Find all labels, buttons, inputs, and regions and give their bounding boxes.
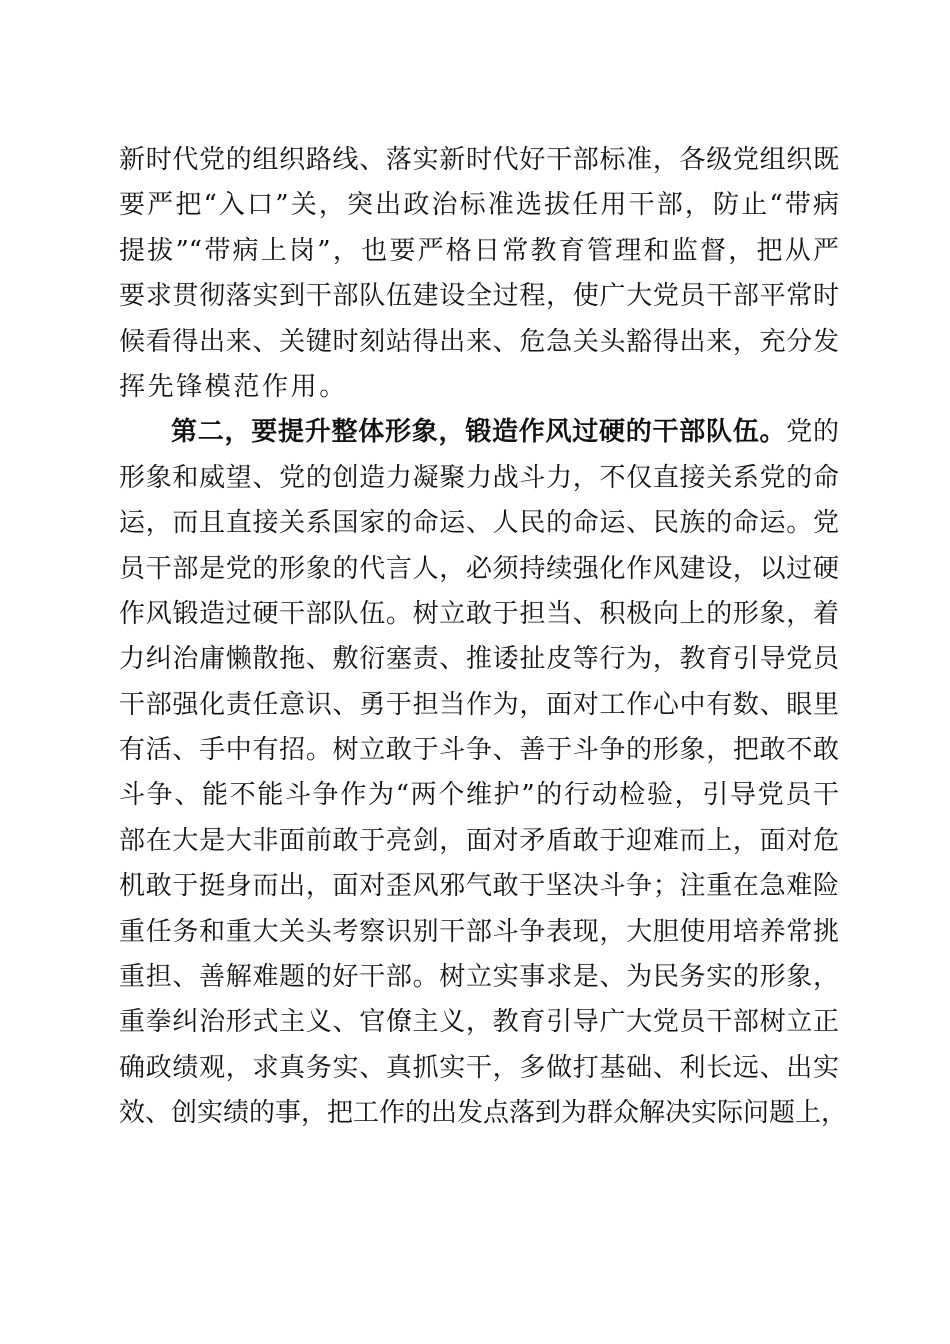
text-line: 确政绩观，求真务实、真抓实干，多做打基础、利长远、出实 [119,1052,839,1083]
paragraph-first-line-rest: 党的 [786,417,839,448]
text-line: 重拳纠治形式主义、官僚主义，教育引导广大党员干部树立正 [119,1007,839,1038]
text-line: 力纠治庸懒散拖、敷衍塞责、推诿扯皮等行为，教育引导党员 [119,644,839,675]
text-line: 有活、手中有招。树立敢于斗争、善于斗争的形象，把敢不敢 [119,735,839,766]
text-line: 新时代党的组织路线、落实新时代好干部标准，各级党组织既 [119,145,839,175]
text-line: 效、创实绩的事，把工作的出发点落到为群众解决实际问题上， [119,1098,848,1129]
text-line: 作风锻造过硬干部队伍。树立敢于担当、积极向上的形象，着 [119,598,839,629]
paragraph-first-line [119,410,839,455]
text-line: 机敢于挺身而出，面对歪风邪气敢于坚决斗争；注重在急难险 [119,871,839,902]
text-line: 要严把“入口”关，突出政治标准选拔任用干部，防止“带病 [119,190,839,221]
text-line: 员干部是党的形象的代言人，必须持续强化作风建设，以过硬 [119,553,839,584]
text-line: 部在大是大非面前敢于亮剑，面对矛盾敢于迎难而上，面对危 [119,825,839,856]
text-line: 形象和威望、党的创造力凝聚力战斗力，不仅直接关系党的命 [119,462,839,493]
text-line: 运，而且直接关系国家的命运、人民的命运、民族的命运。党 [119,508,839,539]
text-line: 提拔”“带病上岗”，也要严格日常教育管理和监督，把从严 [119,235,839,266]
text-line: 斗争、能不能斗争作为“两个维护”的行动检验，引导党员干 [119,780,839,811]
document-body [119,138,848,1137]
text-line: 重担、善解难题的好干部。树立实事求是、为民务实的形象， [119,962,839,993]
text-line: 重任务和重大关头考察识别干部斗争表现，大胆使用培养常挑 [119,916,839,947]
text-line: 候看得出来、关键时刻站得出来、危急关头豁得出来，充分发 [119,326,839,357]
text-line: 干部强化责任意识、勇于担当作为，面对工作心中有数、眼里 [119,689,839,720]
text-line: 要求贯彻落实到干部队伍建设全过程，使广大党员干部平常时 [119,281,839,312]
paragraph-heading: 第二，要提升整体形象，锻造作风过硬的干部队伍。 [171,417,787,448]
text-line: 挥先锋模范作用。 [119,371,348,402]
